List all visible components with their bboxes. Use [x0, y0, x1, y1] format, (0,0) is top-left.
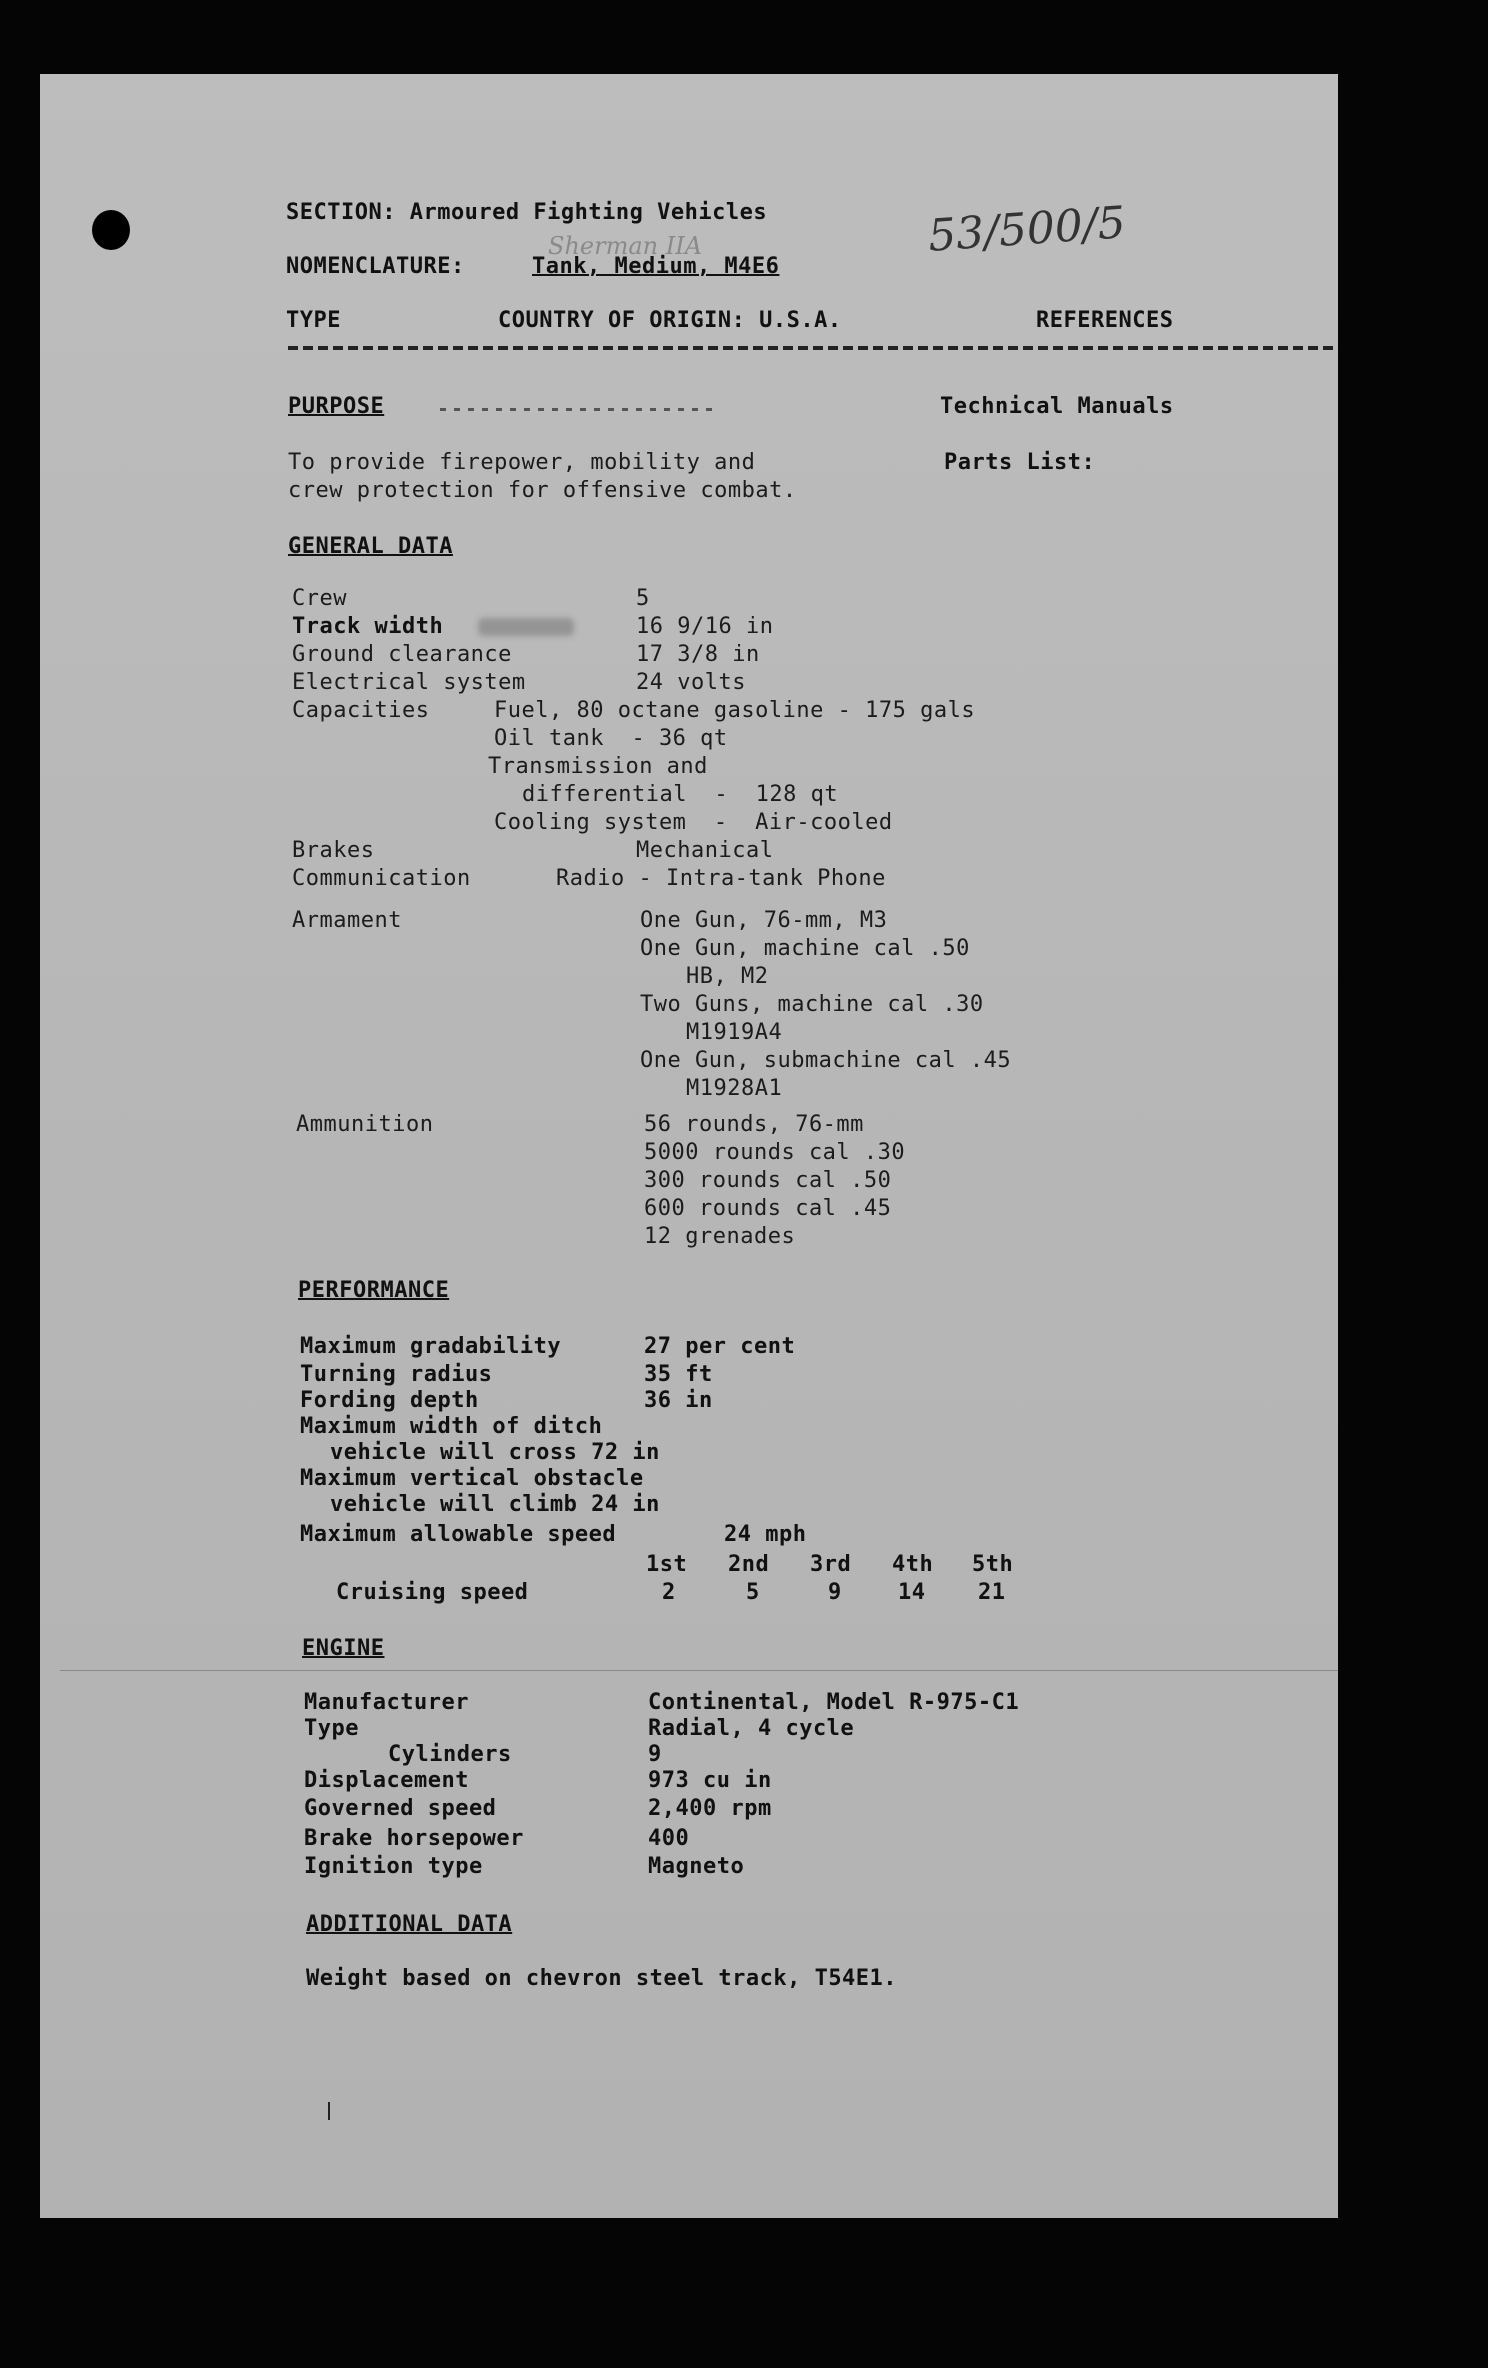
pencil-tick-mark	[328, 2102, 330, 2120]
gear-header: 3rd	[810, 1552, 852, 1577]
performance-heading: PERFORMANCE	[298, 1278, 450, 1303]
capacity-oil: Oil tank - 36 qt	[494, 726, 728, 751]
cruising-speed-value: 2	[662, 1580, 676, 1605]
ground-clearance-value: 17 3/8 in	[636, 642, 760, 667]
cylinders-value: 9	[648, 1742, 662, 1767]
electrical-system-value: 24 volts	[636, 670, 746, 695]
electrical-system-label: Electrical system	[292, 670, 526, 695]
engine-type-label: Type	[304, 1716, 359, 1741]
additional-data-heading: ADDITIONAL DATA	[306, 1912, 513, 1937]
capacity-cooling: Cooling system - Air-cooled	[494, 810, 893, 835]
gear-header: 1st	[646, 1552, 688, 1577]
max-speed-value: 24 mph	[724, 1522, 807, 1547]
ditch-line-2: vehicle will cross 72 in	[330, 1440, 660, 1465]
displacement-value: 973 cu in	[648, 1768, 772, 1793]
smudge	[478, 618, 574, 636]
cruising-speed-value: 14	[898, 1580, 926, 1605]
track-width-label: Track width	[292, 614, 444, 639]
max-speed-label: Maximum allowable speed	[300, 1522, 617, 1547]
ground-clearance-label: Ground clearance	[292, 642, 512, 667]
communication-label: Communication	[292, 866, 471, 891]
turning-radius-value: 35 ft	[644, 1362, 713, 1387]
brakes-label: Brakes	[292, 838, 375, 863]
engine-type-value: Radial, 4 cycle	[648, 1716, 855, 1741]
ammunition-item: 600 rounds cal .45	[644, 1196, 892, 1221]
gear-header: 5th	[972, 1552, 1014, 1577]
communication-value: Radio - Intra-tank Phone	[556, 866, 886, 891]
gradability-value: 27 per cent	[644, 1334, 796, 1359]
armament-item: Two Guns, machine cal .30	[640, 992, 984, 1017]
gear-header: 2nd	[728, 1552, 770, 1577]
armament-item: One Gun, submachine cal .45	[640, 1048, 1012, 1073]
armament-item: M1919A4	[686, 1020, 783, 1045]
gear-header: 4th	[892, 1552, 934, 1577]
technical-manuals-label: Technical Manuals	[940, 394, 1174, 419]
cruising-speed-label: Cruising speed	[336, 1580, 529, 1605]
armament-item: HB, M2	[686, 964, 769, 989]
cylinders-label: Cylinders	[388, 1742, 512, 1767]
brake-horsepower-label: Brake horsepower	[304, 1826, 524, 1851]
purpose-line-2: crew protection for offensive combat.	[288, 478, 797, 503]
purpose-line-1: To provide firepower, mobility and	[288, 450, 756, 475]
country-of-origin: COUNTRY OF ORIGIN: U.S.A.	[498, 308, 842, 333]
nomenclature-value: Tank, Medium, M4E6	[532, 254, 780, 279]
cruising-speed-value: 21	[978, 1580, 1006, 1605]
manufacturer-label: Manufacturer	[304, 1690, 469, 1715]
parts-list-label: Parts List:	[944, 450, 1096, 475]
capacity-fuel: Fuel, 80 octane gasoline - 175 gals	[494, 698, 976, 723]
manufacturer-value: Continental, Model R-975-C1	[648, 1690, 1020, 1715]
general-data-heading: GENERAL DATA	[288, 534, 453, 559]
fording-depth-label: Fording depth	[300, 1388, 479, 1413]
armament-item: One Gun, 76-mm, M3	[640, 908, 888, 933]
punch-hole	[92, 210, 130, 250]
cruising-speed-value: 9	[828, 1580, 842, 1605]
type-label: TYPE	[286, 308, 341, 333]
crew-label: Crew	[292, 586, 347, 611]
section-line: SECTION: Armoured Fighting Vehicles	[286, 200, 768, 225]
ammunition-item: 5000 rounds cal .30	[644, 1140, 906, 1165]
fording-depth-value: 36 in	[644, 1388, 713, 1413]
displacement-label: Displacement	[304, 1768, 469, 1793]
pencil-annotation: Sherman IIA	[548, 232, 703, 260]
purpose-heading: PURPOSE	[288, 394, 385, 419]
capacity-transmission: Transmission and	[488, 754, 708, 779]
governed-speed-label: Governed speed	[304, 1796, 497, 1821]
cruising-speed-value: 5	[746, 1580, 760, 1605]
ignition-type-label: Ignition type	[304, 1854, 483, 1879]
ammunition-item: 300 rounds cal .50	[644, 1168, 892, 1193]
engine-heading: ENGINE	[302, 1636, 385, 1661]
dashed-divider	[288, 346, 1338, 350]
gradability-label: Maximum gradability	[300, 1334, 562, 1359]
obstacle-line-2: vehicle will climb 24 in	[330, 1492, 660, 1517]
capacities-label: Capacities	[292, 698, 430, 723]
brakes-value: Mechanical	[636, 838, 774, 863]
crew-value: 5	[636, 586, 650, 611]
turning-radius-label: Turning radius	[300, 1362, 493, 1387]
armament-item: One Gun, machine cal .50	[640, 936, 970, 961]
ignition-type-value: Magneto	[648, 1854, 745, 1879]
faint-dashes	[440, 408, 720, 411]
ammunition-item: 12 grenades	[644, 1224, 796, 1249]
references-label: REFERENCES	[1036, 308, 1174, 333]
additional-data-text: Weight based on chevron steel track, T54E1.	[306, 1966, 898, 1991]
armament-item: M1928A1	[686, 1076, 783, 1101]
handwritten-reference: 53/500/5	[926, 197, 1128, 262]
brake-horsepower-value: 400	[648, 1826, 690, 1851]
ammunition-item: 56 rounds, 76-mm	[644, 1112, 864, 1137]
capacity-differential: differential - 128 qt	[522, 782, 839, 807]
ditch-line-1: Maximum width of ditch	[300, 1414, 603, 1439]
governed-speed-value: 2,400 rpm	[648, 1796, 772, 1821]
nomenclature-label: NOMENCLATURE:	[286, 254, 465, 279]
track-width-value: 16 9/16 in	[636, 614, 774, 639]
armament-label: Armament	[292, 908, 402, 933]
ammunition-label: Ammunition	[296, 1112, 434, 1137]
obstacle-line-1: Maximum vertical obstacle	[300, 1466, 644, 1491]
